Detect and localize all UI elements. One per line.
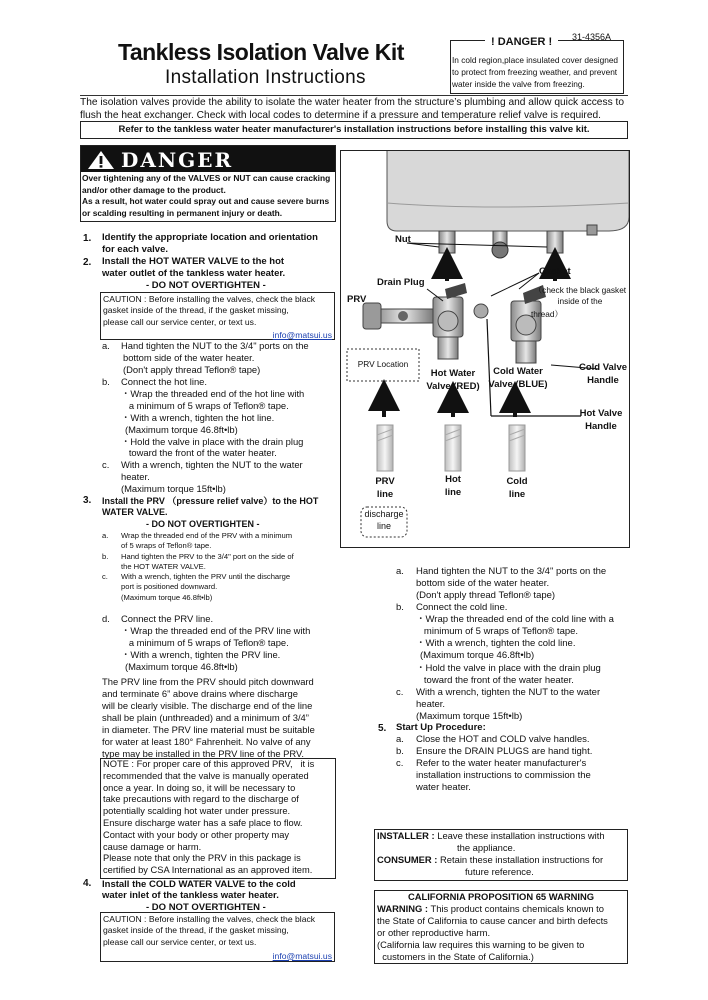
text-line: CAUTION : Before installing the valves, check the black	[103, 294, 316, 304]
text-line: In cold region,place insulated cover designed	[452, 55, 619, 65]
text-line: installation instructions to commission the	[416, 770, 591, 782]
discharge-line-label	[361, 508, 407, 532]
substep-letter: b.	[102, 375, 110, 387]
consumer-label: CONSUMER :	[377, 853, 438, 865]
page-title: Tankless Isolation Valve Kit	[118, 39, 404, 65]
substep-letter: c.	[102, 572, 108, 581]
substep	[396, 566, 632, 602]
text-line: ・Wrap the threaded end of the PRV line with	[121, 624, 311, 636]
prop65-warning-box	[374, 890, 628, 964]
text-line: The PRV line from the PRV should pitch downward	[102, 676, 314, 687]
substep	[100, 459, 340, 495]
text-line: (Maximum torque 46.8ft•lb)	[121, 592, 213, 602]
step-2-number: 2.	[83, 257, 92, 268]
text-line: As a result, hot water could spray out and cause severe burns	[82, 196, 330, 207]
text-line: Ensure the DRAIN PLUGS are hand tight.	[416, 746, 593, 758]
gasket-note	[531, 285, 629, 307]
prv-line-label	[369, 475, 401, 502]
drain-plug-label: Drain Plug	[377, 277, 425, 288]
hot-line-label	[437, 473, 469, 500]
text-line: water heater.	[416, 782, 471, 794]
text-line: Handle	[585, 421, 617, 433]
overtighten-warning: - DO NOT OVERTIGHTEN -	[146, 279, 266, 291]
substep-letter: c.	[396, 758, 404, 770]
overtighten-warning: - DO NOT OVERTIGHTEN -	[146, 518, 260, 529]
text-line: (California law requires this warning to be given to	[377, 938, 585, 950]
text-line: Over tightening any of the VALVES or NUT can cause cracking	[82, 173, 331, 183]
text-line: ・With a wrench, tighten the hot line.	[121, 411, 275, 423]
text-line: water inlet of the tankless water heater.	[102, 890, 279, 902]
text-line: Close the HOT and COLD valve handles.	[416, 734, 590, 745]
installer-text: Leave these installation instructions with	[437, 830, 605, 841]
step-3-substep-d	[100, 613, 340, 673]
intro-paragraph: The isolation valves provide the ability to isolate the water heater from the structure’s plumbing and allow quick access to flush the heat exchanger. Check with local codes to determine if a pressure and temperature relief valve is required.	[80, 95, 628, 122]
substep-letter: a.	[102, 531, 109, 540]
text-line: Hot Valve	[579, 408, 623, 419]
danger-header	[81, 146, 335, 172]
substep-letter: d.	[102, 613, 110, 624]
text-line: CAUTION : Before installing the valves, check the black	[103, 914, 316, 924]
text-line: discharge	[364, 509, 404, 519]
gasket-label: Gasket	[539, 266, 571, 277]
text-line: Cold	[506, 476, 528, 487]
text-line: Cold Valve	[578, 362, 628, 373]
text-line: Hand tighten the NUT to the 3/4" ports on the	[121, 340, 309, 351]
substep-letter: c.	[102, 459, 110, 471]
text-line: Hand tighten the NUT to the 3/4" ports on the	[416, 566, 607, 577]
gasket-note-end: thread）	[531, 309, 563, 319]
danger-heading: DANGER	[121, 148, 234, 172]
text-line: or other reproductive harm.	[377, 926, 491, 938]
text-line: Install the PRV （pressure relief valve）to the HOT	[102, 496, 319, 506]
text-line: once a year. In doing so, it will be necessary to	[103, 782, 296, 793]
text-line: potentially scalding hot water under pressure.	[103, 806, 291, 817]
text-line: for each valve.	[102, 243, 169, 255]
step-4-caution-box	[100, 912, 335, 962]
text-line: Refer to the water heater manufacturer's	[416, 758, 587, 770]
text-line: (Don't apply thread Teflon® tape)	[123, 363, 261, 375]
substep	[396, 602, 632, 686]
text-line: please call our service center, or text us.	[103, 316, 257, 327]
text-line: will be clearly visible. The discharge end of the line	[102, 699, 313, 711]
text-line: Connect the cold line.	[416, 602, 508, 614]
substep	[100, 531, 340, 552]
text-line: certified by CSA International as an approved item.	[103, 865, 313, 876]
substep-letter: b.	[396, 746, 404, 758]
text-line: gasket inside of the thread, if the gasket missing,	[103, 305, 289, 316]
step-3-text	[102, 496, 342, 530]
text-line: line	[508, 489, 526, 501]
text-line: Ensure discharge water has a safe place to flow.	[103, 817, 303, 828]
text-line: WATER VALVE.	[102, 507, 168, 518]
substep	[396, 746, 632, 758]
text-line: (Maximum torque 15ft•lb)	[121, 483, 226, 495]
step-3-substeps	[100, 531, 340, 603]
text-line: ・Hold the valve in place with the drain plug	[416, 662, 601, 674]
text-line: heater.	[416, 698, 446, 710]
text-line: ・With a wrench, tighten the PRV line.	[121, 648, 281, 660]
step-5-number: 5.	[378, 723, 387, 734]
cold-line-label	[499, 475, 535, 502]
text-line: line	[376, 489, 394, 501]
consumer-text: Retain these installation instructions for	[440, 853, 604, 865]
substep	[100, 340, 340, 376]
cold-water-valve-label	[487, 365, 549, 392]
freeze-danger-heading: ! DANGER !	[485, 35, 558, 51]
nut-label: Nut	[395, 234, 411, 245]
substep	[100, 376, 340, 460]
text-line: Hand tighten the PRV to the 3/4" port on the side of	[121, 551, 294, 561]
text-line: line	[444, 487, 462, 499]
substep	[100, 552, 340, 573]
text-line: heater.	[121, 471, 150, 483]
email-link[interactable]: info@matsui.us	[272, 950, 332, 961]
substep	[396, 687, 632, 723]
text-line: line	[376, 521, 391, 532]
text-line: ・Wrap the threaded end of the cold line with a	[416, 614, 614, 626]
text-line: a minimum of 5 wraps of Teflon® tape.	[121, 399, 289, 411]
step-2-caution-box	[100, 292, 335, 340]
installer-label: INSTALLER :	[377, 830, 435, 841]
text-line: or scalding resulting in permanent injury or death.	[82, 207, 283, 218]
text-line: the HOT WATER VALVE.	[121, 561, 206, 571]
text-line: port is positioned downward.	[121, 582, 218, 592]
hot-valve-handle-label	[573, 407, 629, 434]
consumer-text-cont: future reference.	[465, 865, 534, 877]
text-line: Hot	[445, 474, 461, 485]
substep	[100, 572, 340, 603]
text-line: take precautions with regard to the discharge of	[103, 794, 299, 805]
prv-note-box	[100, 758, 336, 879]
cold-inlet-port	[547, 231, 563, 253]
text-line: Connect the hot line.	[121, 375, 207, 387]
text-line: Identify the appropriate location and orientation	[102, 232, 318, 243]
text-line: shall be plain (unthreaded) and a minimum of 3/4”	[102, 711, 309, 723]
text-line: water inside the valve from freezing.	[452, 79, 585, 90]
text-line: With a wrench, tighten the NUT to the water	[416, 686, 601, 698]
step-5-substeps	[396, 734, 632, 794]
overtighten-warning: - DO NOT OVERTIGHTEN -	[146, 901, 266, 913]
text-line: of 5 wraps of Teflon® tape.	[121, 541, 212, 551]
text-line: Install the HOT WATER VALVE to the hot	[102, 256, 285, 267]
installer-consumer-box	[374, 829, 628, 881]
substep-letter: b.	[396, 602, 404, 614]
prv-line-paragraph	[102, 676, 342, 760]
text-line: water outlet of the tankless water heater.	[102, 267, 286, 279]
text-line: recommended that the valve is manually operated	[103, 770, 309, 781]
text-line: the State of California to cause cancer and birth defects	[377, 914, 608, 926]
substep-letter: a.	[396, 566, 404, 577]
substep-letter: a.	[102, 340, 110, 351]
text-line: Install the COLD WATER VALVE to the cold	[102, 879, 296, 890]
step-5-label: Start Up Procedure:	[396, 722, 486, 733]
step-4-substeps	[396, 566, 632, 723]
text-line: With a wrench, tighten the NUT to the water	[121, 459, 303, 471]
hot-outlet-port	[439, 231, 455, 253]
text-line: (Maximum torque 46.8ft•lb)	[125, 423, 238, 435]
text-line: PRV	[375, 476, 395, 487]
text-line: ・Wrap the threaded end of the hot line with	[121, 387, 305, 399]
text-line: for water at least 180° Fahrenheit. No valve of any	[102, 735, 311, 747]
text-line: bottom side of the water heater.	[416, 578, 550, 590]
text-line: NOTE : For proper care of this approved PRV, it is	[103, 759, 315, 769]
text-line: Handle	[587, 375, 619, 387]
text-line: minimum of 5 wraps of Teflon® tape.	[416, 626, 579, 638]
text-line: This product contains chemicals known to	[430, 902, 605, 914]
text-line: Cold Water	[493, 366, 543, 377]
text-line: toward the front of the water heater.	[121, 447, 277, 459]
substep	[396, 758, 632, 794]
text-line: Valve (RED)	[426, 381, 480, 393]
text-line: please call our service center, or text us.	[103, 936, 257, 947]
text-line: With a wrench, tighten the PRV until the discharge	[121, 572, 291, 581]
danger-box	[80, 145, 336, 222]
text-line: (Maximum torque 46.8ft•lb)	[125, 660, 238, 672]
step-4-text	[102, 879, 338, 913]
text-line: (Maximum torque 15ft•lb)	[416, 710, 523, 722]
text-line: (Maximum torque 46.8ft•lb)	[420, 650, 535, 662]
text-line: and terminate 6” above drains where discharge	[102, 687, 298, 699]
text-line: cause damage or harm.	[103, 841, 202, 852]
substep-letter: b.	[102, 551, 109, 561]
text-line: bottom side of the water heater.	[123, 351, 255, 363]
text-line: Hot Water	[430, 368, 476, 379]
text-line: ・With a wrench, tighten the cold line.	[416, 638, 576, 650]
installation-diagram	[340, 150, 630, 548]
text-line: （check the black gasket	[533, 285, 627, 295]
text-line: Connect the PRV line.	[121, 613, 214, 624]
substep	[100, 613, 340, 673]
text-line: (Don't apply thread Teflon® tape)	[416, 590, 556, 602]
text-line: a minimum of 5 wraps of Teflon® tape.	[121, 636, 289, 648]
text-line: Please note that only the PRV in this package is	[103, 853, 301, 864]
substep	[396, 734, 632, 746]
text-line: Contact with your body or other property may	[103, 829, 290, 840]
substep-letter: a.	[396, 734, 404, 745]
substep-letter: c.	[396, 686, 404, 698]
prv-location-label: PRV Location	[357, 359, 409, 369]
text-line: toward the front of the water heater.	[416, 674, 574, 686]
step-1-number: 1.	[83, 233, 92, 244]
page-subtitle: Installation Instructions	[165, 67, 366, 88]
text-line: Wrap the threaded end of the PRV with a minimum	[121, 531, 293, 540]
water-heater-body	[387, 151, 629, 231]
hot-water-valve-label	[423, 367, 483, 394]
step-4-number: 4.	[83, 878, 92, 889]
step-1-text	[102, 232, 338, 256]
installer-text-cont: the appliance.	[457, 841, 516, 853]
freeze-danger-text	[452, 54, 624, 90]
step-2-substeps	[100, 340, 340, 495]
warning-triangle-icon	[87, 150, 115, 170]
text-line: inside of the	[557, 296, 603, 307]
text-line: customers in the State of California.)	[377, 950, 534, 962]
text-line: and/or other damage to the product.	[82, 184, 226, 195]
email-link[interactable]: info@matsui.us	[272, 329, 332, 340]
document-code: 31-4356A	[572, 32, 612, 42]
step-2-text	[102, 256, 338, 292]
text-line: to protect from freezing weather, and prevent	[452, 67, 618, 78]
danger-text	[82, 173, 334, 219]
text-line: gasket inside of the thread, if the gasket missing,	[103, 925, 289, 936]
text-line: type may be installed in the PRV line of the PRV.	[102, 747, 305, 759]
text-line: ・Hold the valve in place with the drain plug	[121, 435, 304, 447]
step-3-number: 3.	[83, 495, 92, 506]
text-line: Valve (BLUE)	[488, 379, 548, 391]
prop65-heading: CALIFORNIA PROPOSITION 65 WARNING	[407, 891, 595, 902]
cold-valve-handle-label	[577, 361, 629, 388]
prop65-warning-label: WARNING :	[377, 902, 429, 914]
text-line: in diameter. The PRV line material must be suitable	[102, 723, 315, 735]
refer-note: Refer to the tankless water heater manufacturer's installation instructions before installing this valve kit.	[80, 121, 628, 139]
prv-label: PRV	[347, 294, 367, 305]
